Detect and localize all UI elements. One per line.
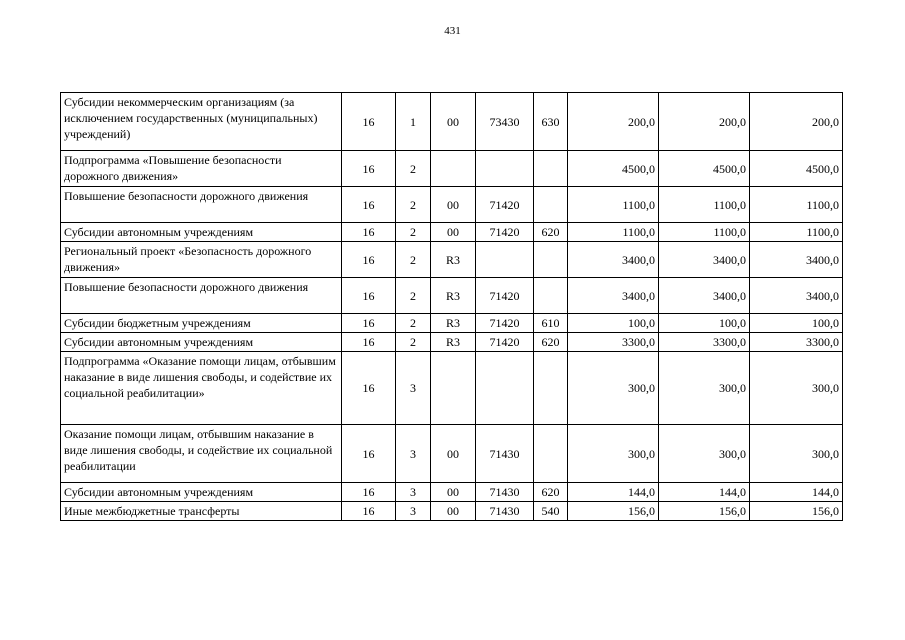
code-3: R3 (431, 242, 476, 278)
code-4: 71430 (476, 425, 534, 483)
value-1: 300,0 (568, 352, 659, 425)
table-row (61, 314, 843, 333)
code-4: 71420 (476, 333, 534, 352)
code-3: 00 (431, 483, 476, 502)
code-4: 73430 (476, 93, 534, 151)
value-3: 300,0 (750, 352, 843, 425)
code-4: 71420 (476, 314, 534, 333)
code-1: 16 (342, 187, 396, 223)
value-2: 200,0 (659, 93, 750, 151)
code-5 (534, 151, 568, 187)
value-3: 100,0 (750, 314, 843, 333)
table-row (61, 333, 843, 352)
budget-table (60, 92, 843, 521)
value-1: 3400,0 (568, 242, 659, 278)
code-1: 16 (342, 151, 396, 187)
code-5 (534, 352, 568, 425)
table-row (61, 425, 843, 483)
code-1: 16 (342, 502, 396, 521)
value-2: 4500,0 (659, 151, 750, 187)
code-3: R3 (431, 314, 476, 333)
code-5: 540 (534, 502, 568, 521)
row-name: Подпрограмма «Повышение безопасности дорожного движения» (61, 151, 342, 187)
row-name: Субсидии некоммерческим организациям (за исключением государственных (муниципальных) учреждений) (61, 93, 342, 151)
code-1: 16 (342, 352, 396, 425)
value-3: 4500,0 (750, 151, 843, 187)
code-2: 3 (396, 502, 431, 521)
code-2: 2 (396, 223, 431, 242)
row-name: Подпрограмма «Оказание помощи лицам, отбывшим наказание в виде лишения свободы, и содействие их социальной реабилитации» (61, 352, 342, 425)
code-1: 16 (342, 278, 396, 314)
value-1: 300,0 (568, 425, 659, 483)
row-name: Повышение безопасности дорожного движения (61, 278, 342, 314)
row-name: Субсидии автономным учреждениям (61, 483, 342, 502)
value-3: 1100,0 (750, 187, 843, 223)
code-3 (431, 352, 476, 425)
value-3: 3400,0 (750, 242, 843, 278)
code-4: 71420 (476, 278, 534, 314)
code-1: 16 (342, 314, 396, 333)
code-2: 2 (396, 242, 431, 278)
value-3: 300,0 (750, 425, 843, 483)
code-5: 620 (534, 333, 568, 352)
code-3: 00 (431, 187, 476, 223)
code-3: 00 (431, 502, 476, 521)
code-5 (534, 425, 568, 483)
value-2: 300,0 (659, 352, 750, 425)
code-1: 16 (342, 483, 396, 502)
table-row (61, 483, 843, 502)
row-name: Региональный проект «Безопасность дорожного движения» (61, 242, 342, 278)
table-row (61, 278, 843, 314)
code-2: 2 (396, 333, 431, 352)
row-name: Повышение безопасности дорожного движения (61, 187, 342, 223)
value-1: 144,0 (568, 483, 659, 502)
code-2: 2 (396, 278, 431, 314)
code-5: 610 (534, 314, 568, 333)
code-4 (476, 242, 534, 278)
page-number: 431 (444, 25, 461, 37)
code-4 (476, 151, 534, 187)
table-row (61, 352, 843, 425)
code-2: 3 (396, 425, 431, 483)
value-1: 3300,0 (568, 333, 659, 352)
value-2: 1100,0 (659, 223, 750, 242)
value-2: 300,0 (659, 425, 750, 483)
value-1: 200,0 (568, 93, 659, 151)
code-1: 16 (342, 333, 396, 352)
value-2: 144,0 (659, 483, 750, 502)
code-2: 2 (396, 151, 431, 187)
row-name: Субсидии автономным учреждениям (61, 223, 342, 242)
value-1: 1100,0 (568, 223, 659, 242)
code-4: 71420 (476, 223, 534, 242)
value-2: 3300,0 (659, 333, 750, 352)
value-3: 144,0 (750, 483, 843, 502)
value-2: 1100,0 (659, 187, 750, 223)
code-1: 16 (342, 223, 396, 242)
value-3: 156,0 (750, 502, 843, 521)
value-1: 156,0 (568, 502, 659, 521)
code-1: 16 (342, 242, 396, 278)
value-1: 1100,0 (568, 187, 659, 223)
value-2: 100,0 (659, 314, 750, 333)
code-3: 00 (431, 425, 476, 483)
code-5 (534, 278, 568, 314)
code-4: 71420 (476, 187, 534, 223)
row-name: Оказание помощи лицам, отбывшим наказание в виде лишения свободы, и содействие их социальной реабилитации (61, 425, 342, 483)
code-2: 3 (396, 352, 431, 425)
code-2: 3 (396, 483, 431, 502)
code-2: 2 (396, 314, 431, 333)
value-3: 1100,0 (750, 223, 843, 242)
code-4: 71430 (476, 483, 534, 502)
row-name: Иные межбюджетные трансферты (61, 502, 342, 521)
code-3: 00 (431, 93, 476, 151)
table-row (61, 93, 843, 151)
row-name: Субсидии автономным учреждениям (61, 333, 342, 352)
code-3 (431, 151, 476, 187)
value-3: 3300,0 (750, 333, 843, 352)
value-1: 4500,0 (568, 151, 659, 187)
code-4 (476, 352, 534, 425)
code-3: R3 (431, 333, 476, 352)
code-5: 620 (534, 483, 568, 502)
code-2: 1 (396, 93, 431, 151)
value-1: 100,0 (568, 314, 659, 333)
code-3: R3 (431, 278, 476, 314)
code-3: 00 (431, 223, 476, 242)
code-2: 2 (396, 187, 431, 223)
code-4: 71430 (476, 502, 534, 521)
code-5: 630 (534, 93, 568, 151)
code-1: 16 (342, 425, 396, 483)
code-5: 620 (534, 223, 568, 242)
table-row (61, 151, 843, 187)
table-row (61, 187, 843, 223)
value-3: 200,0 (750, 93, 843, 151)
table-row (61, 502, 843, 521)
value-2: 3400,0 (659, 242, 750, 278)
table-row (61, 242, 843, 278)
value-2: 156,0 (659, 502, 750, 521)
value-3: 3400,0 (750, 278, 843, 314)
code-1: 16 (342, 93, 396, 151)
code-5 (534, 187, 568, 223)
code-5 (534, 242, 568, 278)
row-name: Субсидии бюджетным учреждениям (61, 314, 342, 333)
value-2: 3400,0 (659, 278, 750, 314)
value-1: 3400,0 (568, 278, 659, 314)
table-row (61, 223, 843, 242)
